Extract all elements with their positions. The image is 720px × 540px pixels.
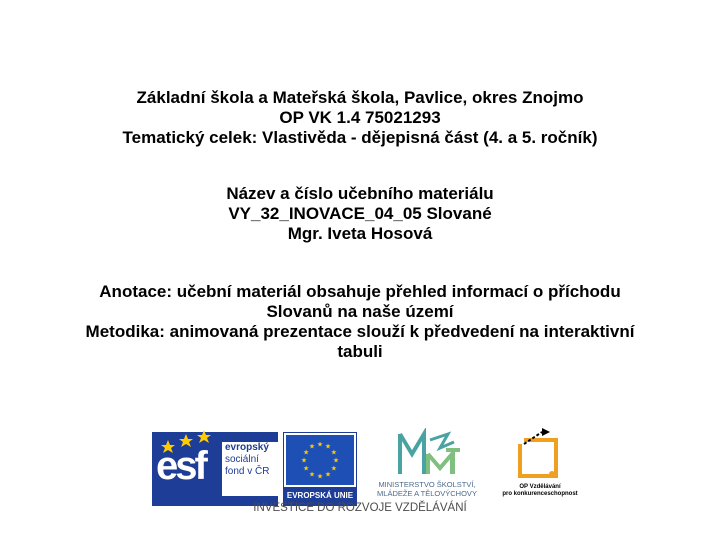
methodology-text: Metodika: animovaná prezentace slouží k předvedení na interaktivní tabuli — [85, 322, 635, 361]
opvk-arrow-icon — [494, 428, 586, 484]
esf-letters: esf — [156, 444, 205, 488]
eu-star-icon: ★ — [303, 465, 310, 473]
school-name: Základní škola a Mateřská škola, Pavlice, okres Znojmo — [136, 88, 584, 107]
esf-line2: sociální — [225, 454, 259, 465]
opvk-caption — [494, 484, 586, 498]
opvk-line1: OP Vzdělávání — [519, 484, 561, 490]
esf-logo — [152, 432, 278, 506]
material-label: Název a číslo učebního materiálu — [226, 184, 494, 203]
eu-logo — [283, 432, 357, 506]
material-info — [40, 184, 680, 244]
esf-line3: fond v ČR — [225, 466, 270, 477]
eu-caption: EVROPSKÁ UNIE — [284, 487, 356, 505]
eu-star-icon: ★ — [308, 471, 316, 479]
thematic-unit: Tematický celek: Vlastivěda - dějepisná část (4. a 5. ročník) — [122, 128, 598, 147]
project-code: OP VK 1.4 75021293 — [279, 108, 441, 127]
investice-slogan: INVESTICE DO ROZVOJE VZDĚLÁVÁNÍ — [253, 502, 467, 514]
msmt-line2: MLÁDEŽE A TĚLOVÝCHOVY — [377, 489, 477, 498]
opvk-line2: pro konkurenceschopnost — [502, 491, 578, 497]
msmt-caption — [362, 480, 492, 498]
eu-stars-icon — [286, 435, 354, 485]
material-code: VY_32_INOVACE_04_05 Slované — [228, 204, 492, 223]
esf-side-text — [222, 442, 278, 496]
eu-flag-icon — [286, 435, 354, 485]
eu-star-icon: ★ — [324, 443, 332, 451]
opvk-logo — [494, 428, 586, 508]
author: Mgr. Iveta Hosová — [287, 224, 433, 243]
msmt-monogram-icon — [362, 428, 492, 480]
eu-star-icon: ★ — [316, 441, 324, 449]
msmt-line1: MINISTERSTVO ŠKOLSTVÍ, — [378, 480, 476, 489]
eu-star-icon: ★ — [300, 457, 308, 465]
sponsor-logos — [0, 420, 720, 540]
school-header — [40, 88, 680, 148]
annotation-text: Anotace: učební materiál obsahuje přehled informací o příchodu Slovanů na naše území — [99, 282, 621, 321]
eu-star-icon: ★ — [332, 457, 340, 465]
eu-star-icon: ★ — [308, 443, 316, 451]
eu-star-icon: ★ — [324, 471, 332, 479]
annotation-block — [40, 282, 680, 362]
eu-star-icon: ★ — [330, 449, 337, 457]
msmt-logo — [362, 428, 492, 508]
eu-star-icon: ★ — [303, 449, 310, 457]
esf-line1: evropský — [225, 442, 269, 453]
eu-star-icon: ★ — [330, 465, 337, 473]
eu-star-icon: ★ — [316, 473, 324, 481]
